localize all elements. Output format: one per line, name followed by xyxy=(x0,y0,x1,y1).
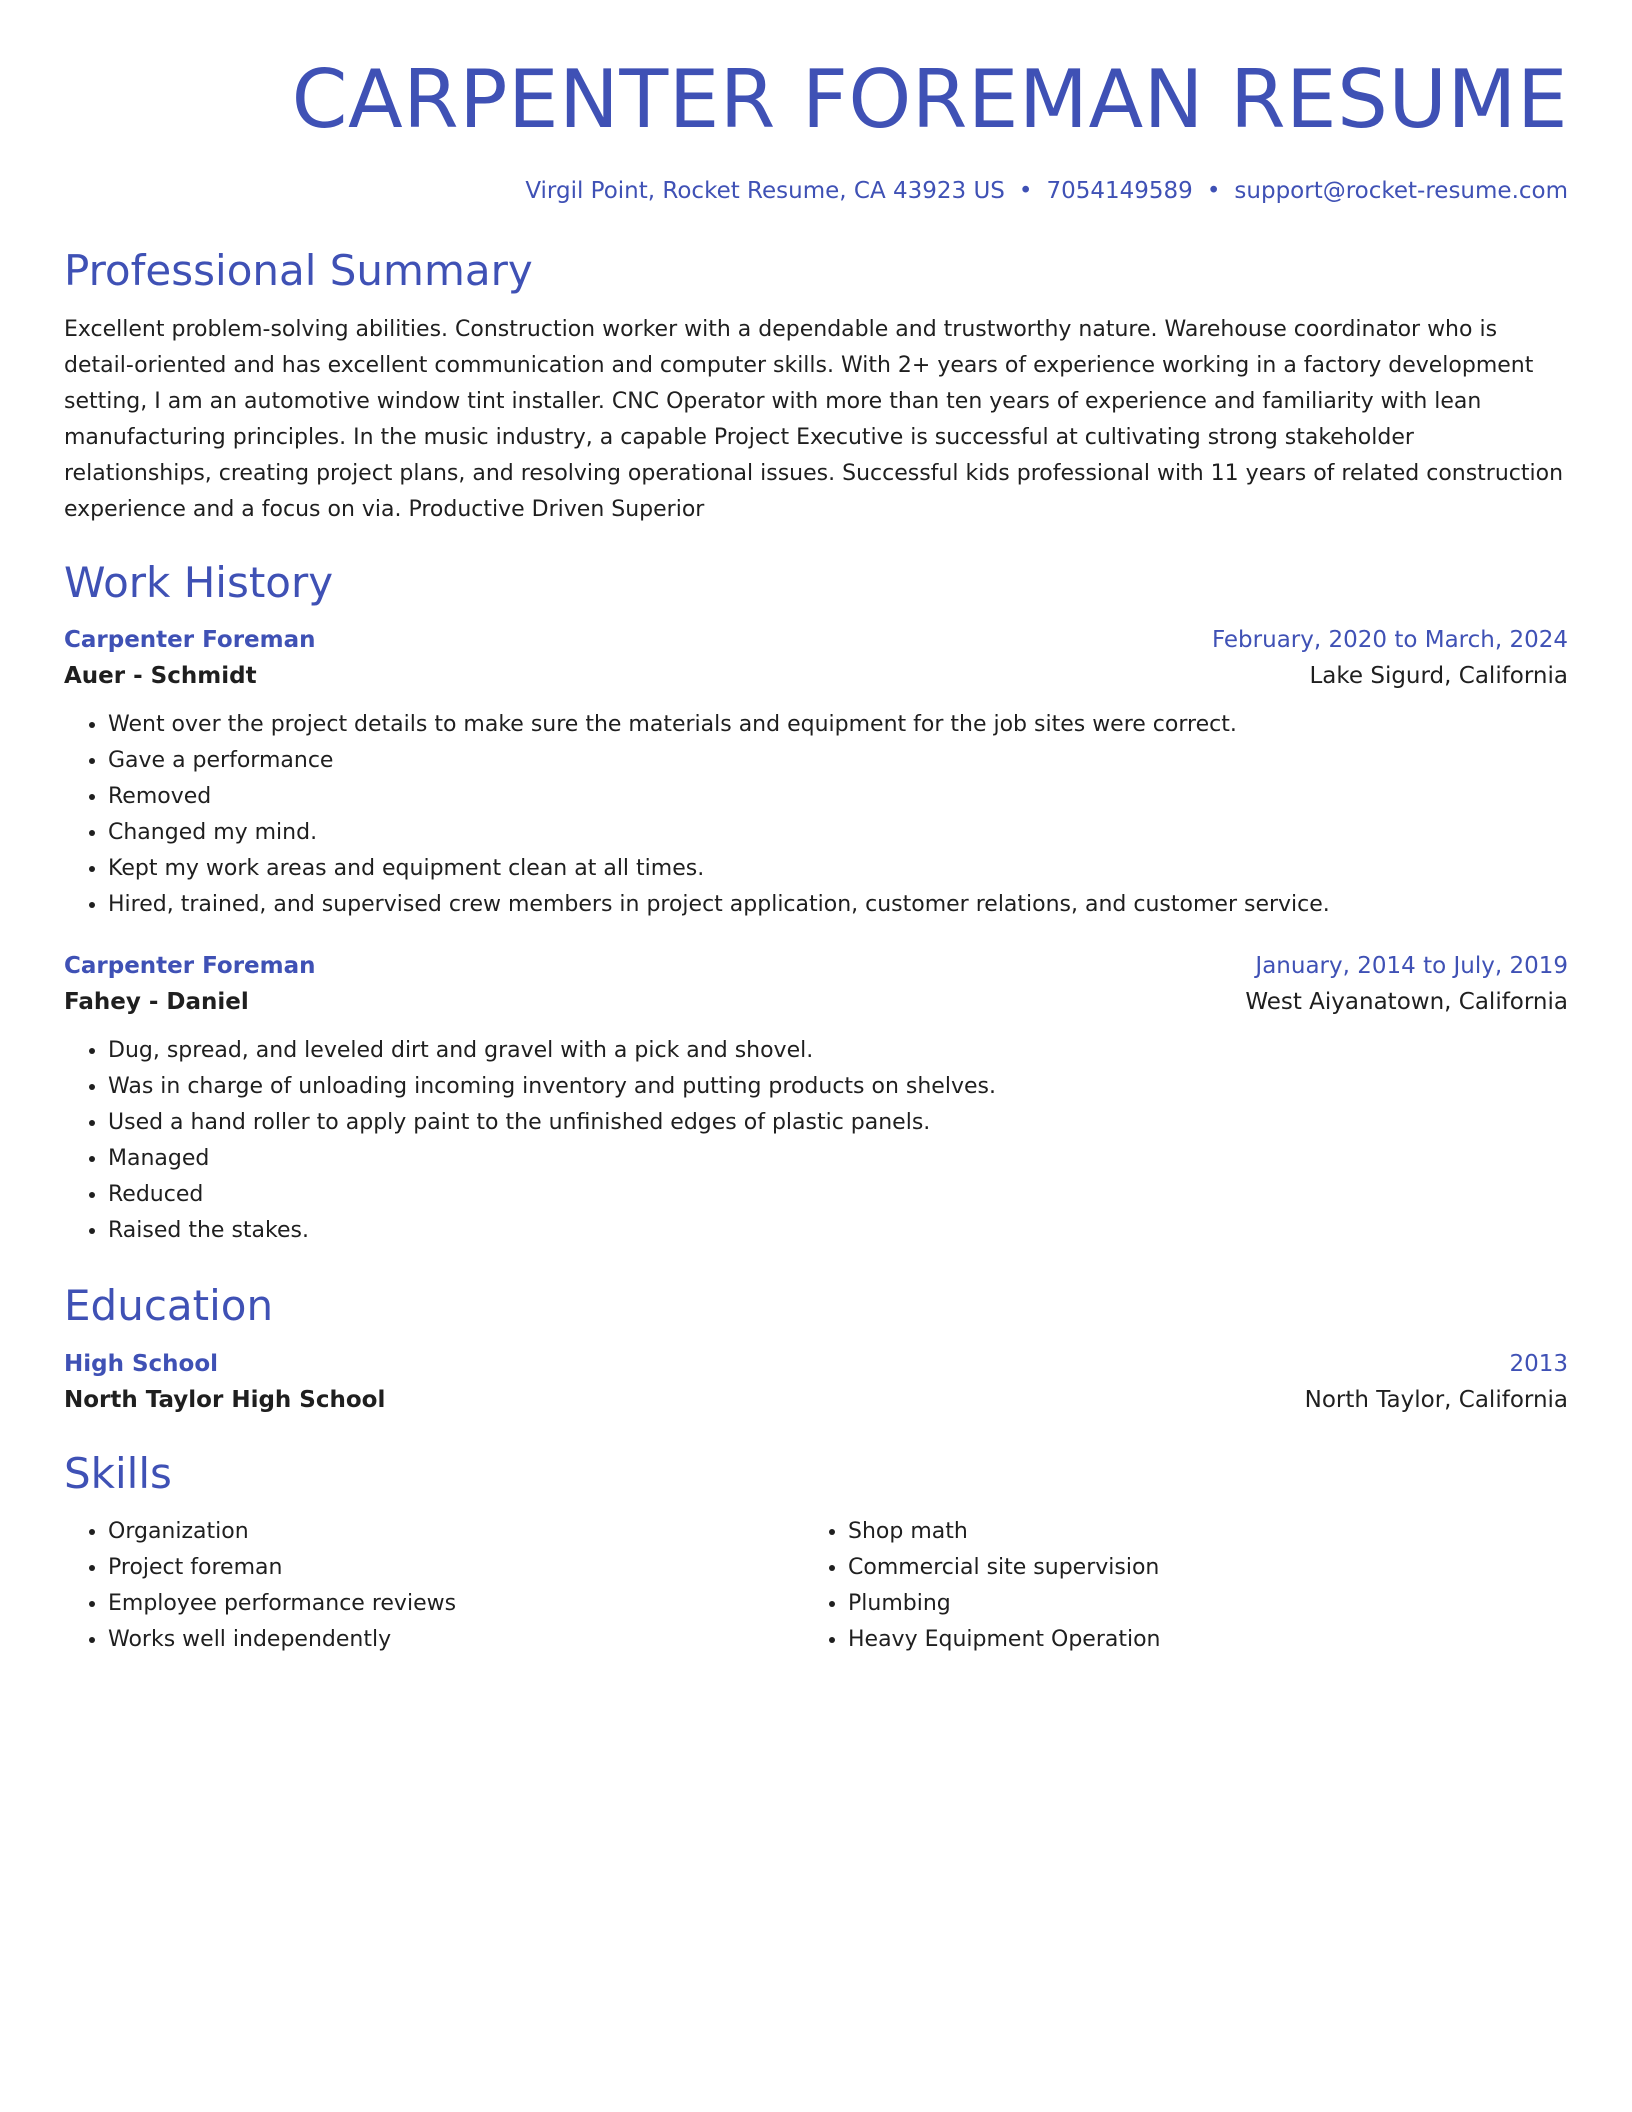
contact-separator: • xyxy=(1018,178,1033,204)
contact-email: support@rocket-resume.com xyxy=(1234,178,1568,204)
job-duty-item: • Kept my work areas and equipment clean at all times. xyxy=(108,851,1568,887)
job-duty-item: • Used a hand roller to apply paint to the unfinished edges of plastic panels. xyxy=(108,1105,1568,1141)
education-year: 2013 xyxy=(1509,1351,1568,1378)
skills-grid xyxy=(64,1514,1568,1658)
job-title: Carpenter Foreman xyxy=(64,626,316,653)
skills-list-right xyxy=(804,1514,1544,1658)
summary-section xyxy=(64,246,1568,528)
education-school: North Taylor High School xyxy=(64,1387,386,1414)
job-duties-list xyxy=(64,1033,1568,1249)
job-title: Carpenter Foreman xyxy=(64,952,316,979)
job-entry xyxy=(64,953,1568,1249)
job-entry xyxy=(64,627,1568,923)
job-duty-item: • Dug, spread, and leveled dirt and gravel with a pick and shovel. xyxy=(108,1033,1568,1069)
contact-separator: • xyxy=(1206,178,1221,204)
job-dates: February, 2020 to March, 2024 xyxy=(1211,626,1568,653)
contact-address: Virgil Point, Rocket Resume, CA 43923 US xyxy=(525,178,1005,204)
skill-item: • Organization xyxy=(108,1514,804,1550)
job-duty-item: • Was in charge of unloading incoming inventory and putting products on shelves. xyxy=(108,1069,1568,1105)
skill-item: • Shop math xyxy=(848,1514,1544,1550)
education-location: North Taylor, California xyxy=(1304,1387,1568,1414)
education-degree: High School xyxy=(64,1351,219,1378)
resume-title: CARPENTER FOREMAN RESUME xyxy=(291,53,1568,146)
resume-header xyxy=(64,53,1568,204)
skill-item: • Employee performance reviews xyxy=(108,1586,804,1622)
work-history-heading: Work History xyxy=(64,558,334,608)
skill-item: • Project foreman xyxy=(108,1550,804,1586)
skill-item: • Heavy Equipment Operation xyxy=(848,1622,1544,1658)
contact-phone: 7054149589 xyxy=(1046,178,1193,204)
job-duty-item: • Gave a performance xyxy=(108,743,1568,779)
job-location: Lake Sigurd, California xyxy=(1309,662,1568,689)
job-duty-item: • Reduced xyxy=(108,1177,1568,1213)
job-company: Fahey - Daniel xyxy=(64,988,249,1015)
contact-line xyxy=(64,178,1568,204)
summary-heading: Professional Summary xyxy=(64,246,533,295)
education-section xyxy=(64,1281,1568,1413)
skills-heading: Skills xyxy=(64,1449,172,1499)
skill-item: • Plumbing xyxy=(848,1586,1544,1622)
education-heading: Education xyxy=(64,1280,274,1330)
job-location: West Aiyanatown, California xyxy=(1245,988,1568,1015)
work-history-section xyxy=(64,558,1568,1248)
skill-item: • Commercial site supervision xyxy=(848,1550,1544,1586)
job-company: Auer - Schmidt xyxy=(64,662,257,689)
skill-item: • Works well independently xyxy=(108,1622,804,1658)
job-duty-item: • Hired, trained, and supervised crew members in project application, customer relations, and customer service. xyxy=(108,887,1568,923)
job-duties-list xyxy=(64,707,1568,923)
job-duty-item: • Removed xyxy=(108,779,1568,815)
skills-section xyxy=(64,1449,1568,1657)
job-duty-item: • Changed my mind. xyxy=(108,815,1568,851)
job-duty-item: • Managed xyxy=(108,1141,1568,1177)
education-entry xyxy=(64,1351,1568,1413)
skills-list-left xyxy=(64,1514,804,1658)
job-duty-item: • Raised the stakes. xyxy=(108,1213,1568,1249)
job-duty-item: • Went over the project details to make sure the materials and equipment for the job sites were correct. xyxy=(108,707,1568,743)
summary-text: Excellent problem-solving abilities. Construction worker with a dependable and trustworthy nature. Warehouse coordinator who is detail-oriented and has excellent communication and computer skills. With 2+ years of experience working in a factory development setting, I am an automotive window tint installer. CNC Operator with more than ten years of experience and familiarity with lean manufacturing principles. In the music industry, a capable Project Executive is successful at cultivating strong stakeholder relationships, creating project plans, and resolving operational issues. Successful kids professional with 11 years of related construction experience and a focus on via. Productive Driven Superior xyxy=(64,317,1564,523)
job-dates: January, 2014 to July, 2019 xyxy=(1255,952,1568,979)
